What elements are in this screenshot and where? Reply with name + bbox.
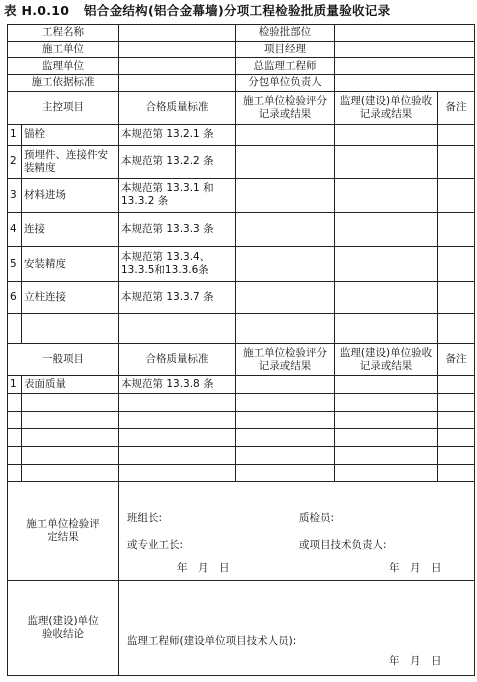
main-columns-row bbox=[8, 91, 475, 124]
project-manager-label: 项目经理 bbox=[236, 41, 335, 58]
item-number: 3 bbox=[8, 178, 22, 212]
main-supervisor-result-header: 监理(建设)单位验收记录或结果 bbox=[335, 91, 438, 124]
form-title bbox=[0, 0, 477, 22]
contractor-result-cell[interactable] bbox=[236, 314, 335, 344]
contractor-result-cell[interactable] bbox=[236, 394, 335, 412]
main-remark-header: 备注 bbox=[438, 91, 475, 124]
contractor-eval-label-text: 施工单位检验评定结果 bbox=[26, 518, 100, 544]
item-number: 5 bbox=[8, 247, 22, 281]
item-name: 锚栓 bbox=[22, 124, 119, 145]
table-row bbox=[8, 124, 475, 145]
table-row bbox=[8, 178, 475, 212]
item-standard: 本规范第 13.2.1 条 bbox=[119, 124, 236, 145]
contractor-label: 施工单位 bbox=[8, 41, 119, 58]
project-manager-value[interactable] bbox=[335, 41, 475, 58]
item-standard: 本规范第 13.3.7 条 bbox=[119, 281, 236, 313]
batch-location-value[interactable] bbox=[335, 25, 475, 42]
subcontract-head-label: 分包单位负责人 bbox=[236, 74, 335, 91]
remark-cell[interactable] bbox=[438, 145, 475, 178]
item-standard: 本规范第 13.3.4、13.3.5和13.3.6条 bbox=[119, 247, 236, 281]
remark-cell[interactable] bbox=[438, 447, 475, 465]
item-number: 6 bbox=[8, 281, 22, 313]
table-row bbox=[8, 429, 475, 447]
contractor-value[interactable] bbox=[119, 41, 236, 58]
table-row bbox=[8, 376, 475, 394]
item-name: 立柱连接 bbox=[22, 281, 119, 313]
item-name: 材料进场 bbox=[22, 178, 119, 212]
professional-foreman-label: 或专业工长: bbox=[127, 539, 184, 552]
general-contractor-result-header: 施工单位检验评分记录或结果 bbox=[236, 344, 335, 376]
item-standard: 本规范第 13.3.8 条 bbox=[119, 376, 236, 394]
team-leader-label: 班组长: bbox=[127, 512, 163, 525]
supervisor-eval-area[interactable] bbox=[119, 581, 475, 676]
general-supervisor-result-header: 监理(建设)单位验收记录或结果 bbox=[335, 344, 438, 376]
item-number: 4 bbox=[8, 213, 22, 247]
contractor-result-cell[interactable] bbox=[236, 213, 335, 247]
item-name: 预埋件、连接件安装精度 bbox=[22, 145, 119, 178]
contractor-result-cell[interactable] bbox=[236, 281, 335, 313]
form-title-text: 铝合金结构(铝合金幕墙)分项工程检验批质量验收记录 bbox=[83, 3, 391, 18]
supervisor-eval-label-text: 监理(建设)单位验收结论 bbox=[27, 615, 99, 641]
supervisor-result-cell[interactable] bbox=[335, 213, 438, 247]
main-contractor-result-header: 施工单位检验评分记录或结果 bbox=[236, 91, 335, 124]
item-standard bbox=[119, 314, 236, 344]
contractor-result-cell[interactable] bbox=[236, 178, 335, 212]
item-number bbox=[8, 314, 22, 344]
remark-cell[interactable] bbox=[438, 247, 475, 281]
supervisor-value[interactable] bbox=[119, 58, 236, 75]
contractor-result-cell[interactable] bbox=[236, 411, 335, 429]
header-row bbox=[8, 74, 475, 91]
table-row bbox=[8, 464, 475, 482]
supervisor-result-cell[interactable] bbox=[335, 281, 438, 313]
contractor-result-cell[interactable] bbox=[236, 429, 335, 447]
contractor-date-right: 年 月 日 bbox=[389, 562, 442, 575]
table-row bbox=[8, 314, 475, 344]
inspector-label: 质检员: bbox=[299, 512, 335, 525]
remark-cell[interactable] bbox=[438, 281, 475, 313]
table-row bbox=[8, 247, 475, 281]
table-row bbox=[8, 411, 475, 429]
remark-cell[interactable] bbox=[438, 394, 475, 412]
contractor-eval-label bbox=[8, 482, 119, 581]
main-standard-header: 合格质量标准 bbox=[119, 91, 236, 124]
remark-cell[interactable] bbox=[438, 178, 475, 212]
general-item-header: 一般项目 bbox=[8, 344, 119, 376]
contractor-result-cell[interactable] bbox=[236, 376, 335, 394]
subcontract-head-value[interactable] bbox=[335, 74, 475, 91]
supervisor-result-cell[interactable] bbox=[335, 314, 438, 344]
remark-cell[interactable] bbox=[438, 376, 475, 394]
supervisor-result-cell[interactable] bbox=[335, 178, 438, 212]
table-row bbox=[8, 447, 475, 465]
chief-supervisor-value[interactable] bbox=[335, 58, 475, 75]
contractor-eval-area[interactable] bbox=[119, 482, 475, 581]
header-row bbox=[8, 41, 475, 58]
supervisor-result-cell[interactable] bbox=[335, 464, 438, 482]
contractor-result-cell[interactable] bbox=[236, 447, 335, 465]
main-item-header: 主控项目 bbox=[8, 91, 119, 124]
header-row bbox=[8, 58, 475, 75]
general-standard-header: 合格质量标准 bbox=[119, 344, 236, 376]
supervisor-result-cell[interactable] bbox=[335, 247, 438, 281]
table-row bbox=[8, 394, 475, 412]
item-standard: 本规范第 13.2.2 条 bbox=[119, 145, 236, 178]
header-row bbox=[8, 25, 475, 42]
project-name-label: 工程名称 bbox=[8, 25, 119, 42]
supervisor-result-cell[interactable] bbox=[335, 447, 438, 465]
item-number: 1 bbox=[8, 124, 22, 145]
supervisor-date: 年 月 日 bbox=[389, 655, 442, 668]
item-number: 1 bbox=[8, 376, 22, 394]
supervising-engineer-label: 监理工程师(建设单位项目技术人员): bbox=[127, 635, 297, 648]
table-row bbox=[8, 213, 475, 247]
remark-cell[interactable] bbox=[438, 213, 475, 247]
supervisor-result-cell[interactable] bbox=[335, 429, 438, 447]
remark-cell[interactable] bbox=[438, 429, 475, 447]
item-standard: 本规范第 13.3.1 和 13.3.2 条 bbox=[119, 178, 236, 212]
item-name bbox=[22, 314, 119, 344]
table-row bbox=[8, 145, 475, 178]
supervisor-eval-row bbox=[8, 581, 475, 676]
batch-location-label: 检验批部位 bbox=[236, 25, 335, 42]
inspection-record-table bbox=[7, 24, 475, 676]
table-row bbox=[8, 281, 475, 313]
supervisor-result-cell[interactable] bbox=[335, 394, 438, 412]
standard-value[interactable] bbox=[119, 74, 236, 91]
contractor-result-cell[interactable] bbox=[236, 124, 335, 145]
item-name: 表面质量 bbox=[22, 376, 119, 394]
supervisor-result-cell[interactable] bbox=[335, 411, 438, 429]
form-number: 表 H.0.10 bbox=[4, 3, 70, 18]
general-remark-header: 备注 bbox=[438, 344, 475, 376]
contractor-eval-row bbox=[8, 482, 475, 581]
item-name: 安装精度 bbox=[22, 247, 119, 281]
remark-cell[interactable] bbox=[438, 411, 475, 429]
item-standard: 本规范第 13.3.3 条 bbox=[119, 213, 236, 247]
contractor-result-cell[interactable] bbox=[236, 464, 335, 482]
supervisor-result-cell[interactable] bbox=[335, 124, 438, 145]
supervisor-result-cell[interactable] bbox=[335, 145, 438, 178]
contractor-date-left: 年 月 日 bbox=[177, 562, 230, 575]
supervisor-result-cell[interactable] bbox=[335, 376, 438, 394]
tech-head-label: 或项目技术负责人: bbox=[299, 539, 387, 552]
project-name-value[interactable] bbox=[119, 25, 236, 42]
standard-label: 施工依据标准 bbox=[8, 74, 119, 91]
general-columns-row bbox=[8, 344, 475, 376]
remark-cell[interactable] bbox=[438, 314, 475, 344]
remark-cell[interactable] bbox=[438, 124, 475, 145]
supervisor-label: 监理单位 bbox=[8, 58, 119, 75]
item-name: 连接 bbox=[22, 213, 119, 247]
supervisor-eval-label bbox=[8, 581, 119, 676]
remark-cell[interactable] bbox=[438, 464, 475, 482]
contractor-result-cell[interactable] bbox=[236, 145, 335, 178]
contractor-result-cell[interactable] bbox=[236, 247, 335, 281]
chief-supervisor-label: 总监理工程师 bbox=[236, 58, 335, 75]
item-number: 2 bbox=[8, 145, 22, 178]
